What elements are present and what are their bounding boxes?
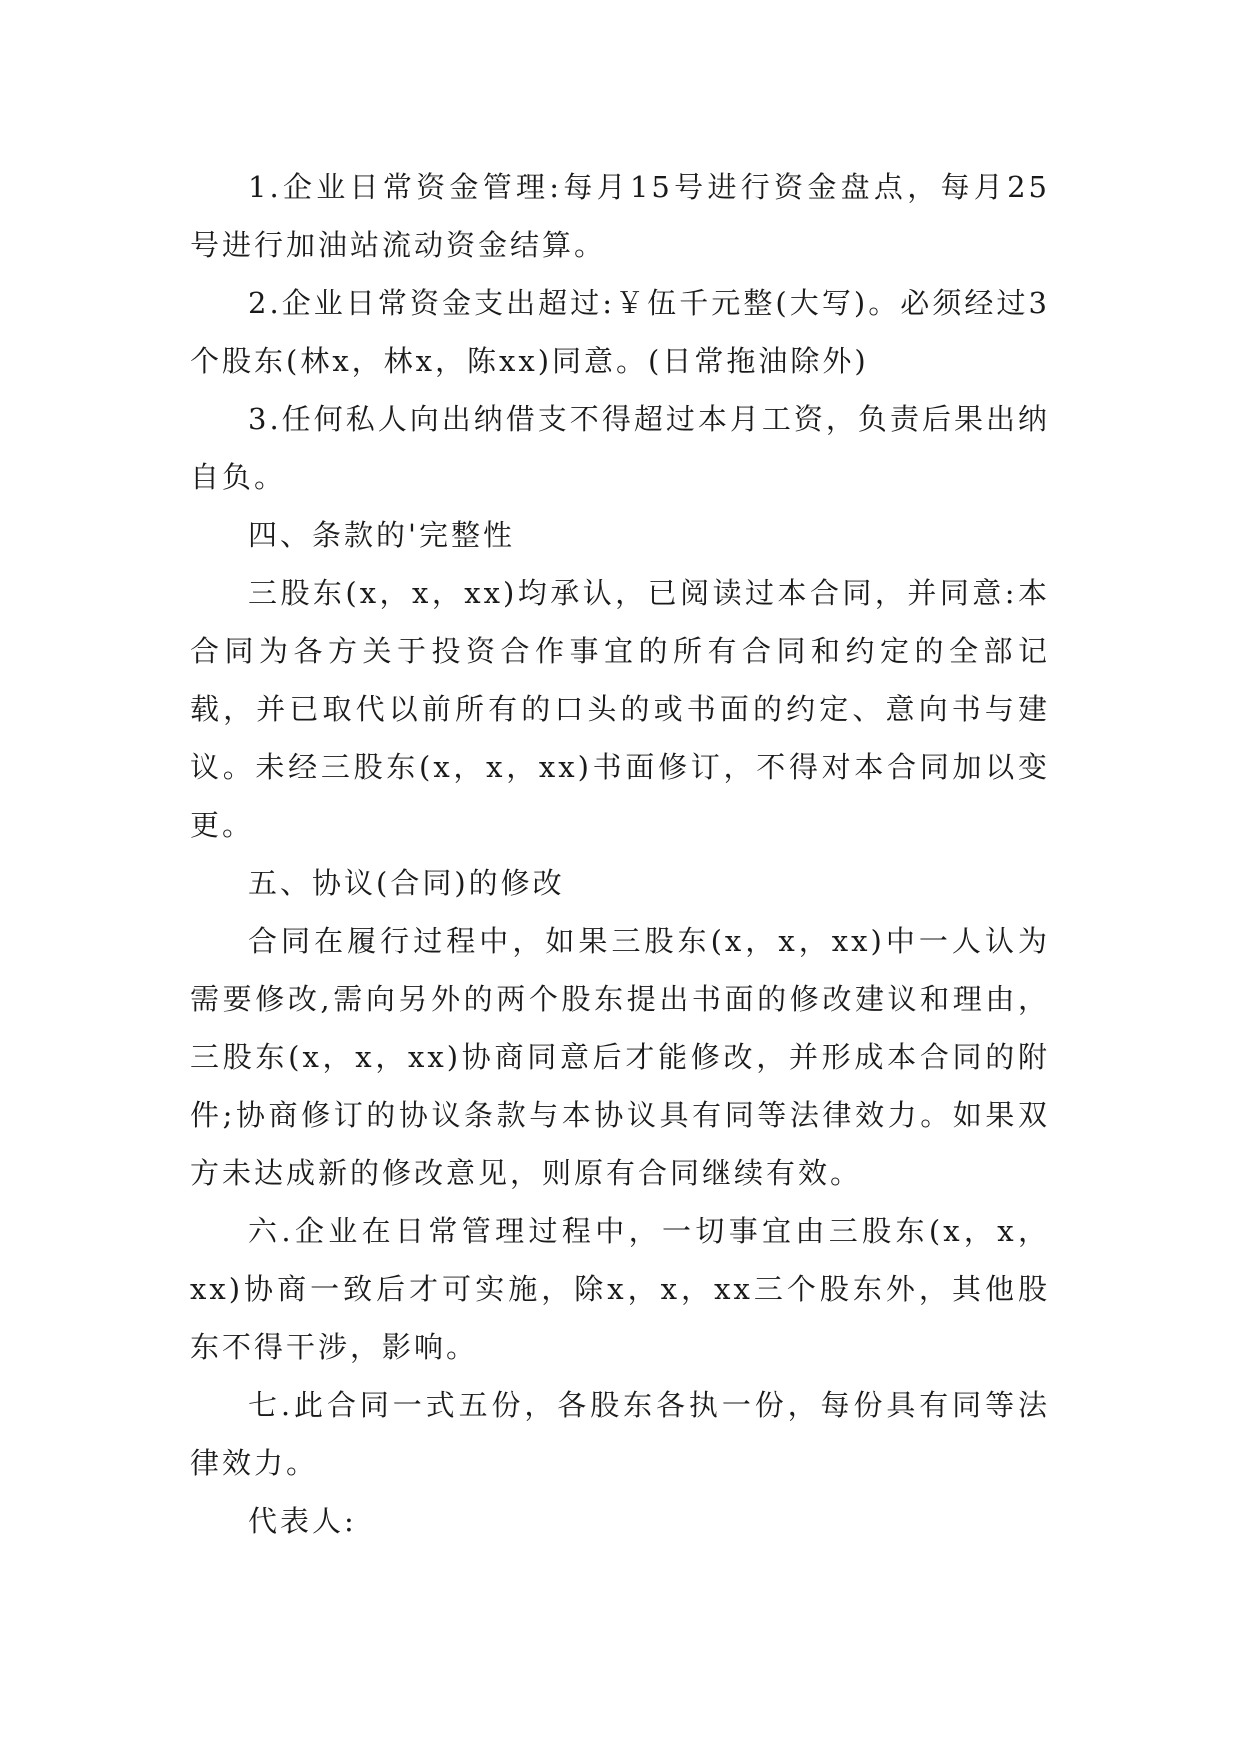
clause-3-personal-borrowing: 3.任何私人向出纳借支不得超过本月工资，负责后果出纳自负。 [190,402,1050,494]
representative-label: 代表人: [248,1504,357,1538]
amendment-paragraph: 合同在履行过程中，如果三股东(x，x，xx)中一人认为需要修改,需向另外的两个股东提出书面的修改建议和理由，三股东(x，x，xx)协商同意后才能修改，并形成本合同的附件;协商修订的协议条款与本协议具有同等法律效力。如果双方未达成新的修改意见，则原有合同继续有效。 [190,924,1050,1190]
completeness-paragraph: 三股东(x，x，xx)均承认，已阅读过本合同，并同意:本合同为各方关于投资合作事宜的所有合同和约定的全部记载，并已取代以前所有的口头的或书面的约定、意向书与建议。未经三股东(x，x，xx)书面修订，不得对本合同加以变更。 [190,576,1050,842]
clause-six-management: 六.企业在日常管理过程中，一切事宜由三股东(x，x，xx)协商一致后才可实施，除x，x，xx三个股东外，其他股东不得干涉，影响。 [190,1214,1050,1364]
clause-seven-copies: 七.此合同一式五份，各股东各执一份，每份具有同等法律效力。 [190,1388,1050,1480]
clause-2-expenditure-approval: 2.企业日常资金支出超过:￥伍千元整(大写)。必须经过3个股东(林x，林x，陈xx)同意。(日常拖油除外) [190,286,1050,378]
document-page [190,158,1050,1550]
section-heading-completeness: 四、条款的'完整性 [248,518,515,552]
section-heading-amendment: 五、协议(合同)的修改 [248,866,565,900]
clause-1-daily-fund-management: 1.企业日常资金管理:每月15号进行资金盘点，每月25号进行加油站流动资金结算。 [190,170,1050,262]
